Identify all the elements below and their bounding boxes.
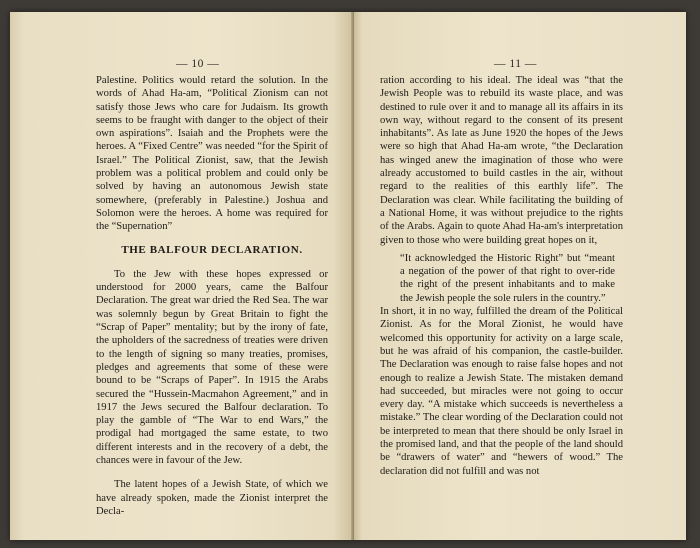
block-quote: “It acknowledged the Historic Right” but “meant a negation of the power of that right to over-ride the right of the present inhabitants and to make the Jewish people the sole rulers in the country.” [400,252,615,304]
paragraph: ration according to his ideal. The ideal was “that the Jewish People was to rebuild its waste place, and was destined to rule over it and to manage all its affairs in its own way, without regard to the consent of its present inhabitants”. As late as June 1920 the hopes of the Jews were so high that Ahad Ha-am wrote, “the Declaration has winged anew the imagination of those who were already accustomed to build castles in the air, without regard to the realities of this earthly life”. The Declaration was clear. While facilitating the building of a National Home, it was without prejudice to the rights of the Arabs. Again to quote Ahad Ha-am's interpretation given to those who were building great hopes on it, [380,75,623,246]
right-page-text [380,74,623,478]
right-page [354,12,686,540]
book-spread [10,12,686,540]
paragraph: The latent hopes of a Jewish State, of which we have already spoken, made the Zionist interpret the Decla- [96,479,328,517]
page-number: — 11 — [494,58,537,70]
left-page [10,12,354,540]
left-page-text [96,74,328,518]
paragraph: Palestine. Politics would retard the solution. In the words of Ahad Ha-am, “Political Zionism can not satisfy those Jews who care for Judaism. Its growth seems to be fraught with danger to the object of their own aspirations”. Isaiah and the Prophets were the heroes. A “Fixed Centre” was needed “for the Spirit of Israel.” The Political Zionist, saw, that the Jewish problem was a political problem and could only be solved by having an autonomous Jewish state somewhere, (preferably in Palestine.) Joshua and Solomon were the heroes. A home was required for the “Supernation” [96,75,328,233]
section-heading: THE BALFOUR DECLARATION. [121,243,303,256]
paragraph: In short, it in no way, fulfilled the dream of the Political Zionist. As for the Moral Zionist, he would have welcomed this opportunity for activity on a large scale, but he was afraid of his companion, the castle-builder. The Declaration was enough to raise false hopes and not enough to realize a Jewish State. The mistaken demand had succeeded, but miracles were not going to occur every day. “A mistake which succeeds is nevertheless a mistake.” The clear wording of the Declaration could not be interpreted to mean that there should be only Israel in the promised land, and that the people of the land should be “drawers of water” and “hewers of wood.” The declaration did not fulfill and was not [380,306,623,477]
page-number: — 10 — [176,58,220,70]
paragraph: To the Jew with these hopes expressed or understood for 2000 years, came the Balfour Declaration. The great war dried the Red Sea. The war was solemnly begun by Great Britain to fight the “Scrap of Paper” mentality; but by the irony of fate, the upholders of the sacredness of treaties were driven to the length of signing so many treaties, promises, pledges and agreements that some of these were bound to be “Scraps of Paper”. In 1915 the Arabs secured the “Hussein-Macmahon Agreement,” and in 1917 the Jews secured the Balfour declaration. To play the gamble of “The War to end Wars,” the prodigal had mortgaged the same estate, to two different interests and in the recovery of a debt, the chances were in favour of the Jew. [96,268,328,467]
